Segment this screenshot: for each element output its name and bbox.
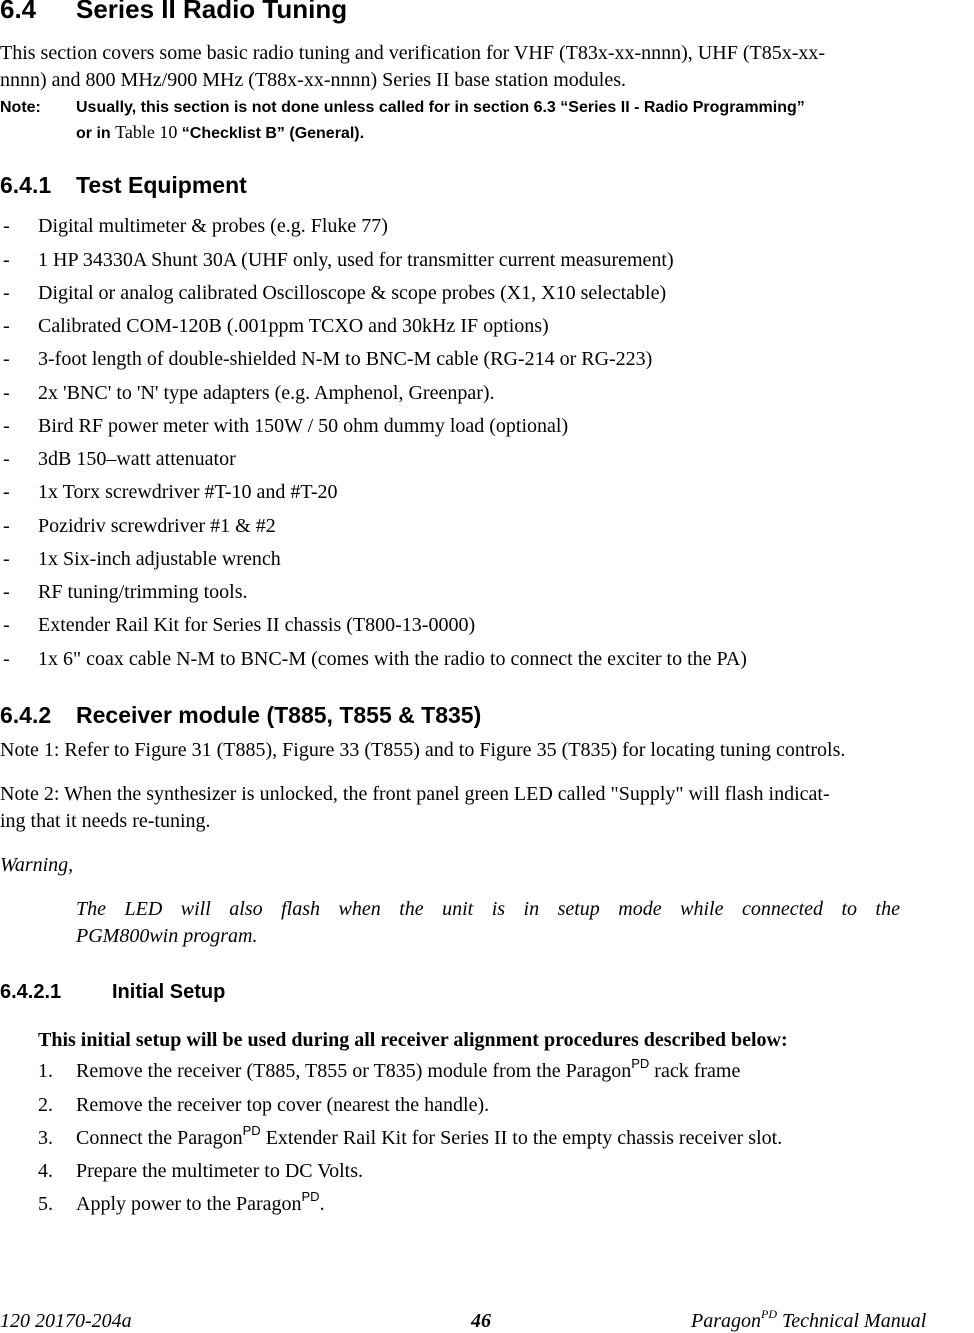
list-bullet: - [3,348,10,370]
list-bullet: - [3,315,10,337]
test-equipment-heading: 6.4.1 Test Equipment [0,172,247,198]
warning-word: LED [124,898,163,920]
receiver-note-2-line-2: ing that it needs re-tuning. [0,810,211,832]
warning-word: while [680,898,724,920]
step-number: 2. [38,1094,53,1116]
section-heading [0,0,347,25]
step-text: Remove the receiver (T885, T855 or T835) module from the Paragon$^{PD}$ rack frame [76,1056,741,1082]
trademark-superscript: PD [301,1189,320,1204]
initial-setup-lead: This initial setup will be used during all receiver alignment procedures described below: [38,1029,788,1051]
equipment-item-text: 1x 6" coax cable N-M to BNC-M (comes with the radio to connect the exciter to the PA) [38,648,747,670]
trademark-superscript: PD [631,1056,650,1071]
warning-word: the [399,898,424,920]
warning-line-1 [76,896,900,923]
equipment-item-text: 2x 'BNC' to 'N' type adapters (e.g. Amphenol, Greenpar). [38,382,495,404]
equipment-item-text: Pozidriv screwdriver #1 & #2 [38,515,276,537]
warning-line-2: PGM800win program. [76,925,258,947]
equipment-item-text: Extender Rail Kit for Series II chassis (T800-13-0000) [38,614,476,636]
equipment-item-text: Digital multimeter & probes (e.g. Fluke 77) [38,215,388,237]
warning-word: setup [557,898,600,920]
intro-line-2: nnnn) and 800 MHz/900 MHz (T88x-xx-nnnn) Series II base station modules. [0,69,626,91]
receiver-note-1: Note 1: Refer to Figure 31 (T885), Figure 33 (T855) and to Figure 35 (T835) for locating tuning controls. [0,739,846,761]
footer-page-number: 46 [471,1310,491,1332]
warning-word: unit [442,898,474,920]
table-reference: Table 10 [115,122,178,142]
list-bullet: - [3,648,10,670]
equipment-item-text: 1x Torx screwdriver #T-10 and #T-20 [38,481,338,503]
list-bullet: - [3,249,10,271]
list-bullet: - [3,614,10,636]
equipment-item-text: Digital or analog calibrated Oscilloscope & scope probes (X1, X10 selectable) [38,282,667,304]
warning-word: to [841,898,858,920]
step-number: 5. [38,1193,53,1215]
warning-word: also [229,898,263,920]
equipment-item-text: Calibrated COM-120B (.001ppm TCXO and 30kHz IF options) [38,315,549,337]
list-bullet: - [3,282,10,304]
list-bullet: - [3,382,10,404]
warning-word: in [523,898,540,920]
step-text: Apply power to the Paragon$^{PD}$. [76,1189,325,1215]
intro-line-1: This section covers some basic radio tuning and verification for VHF (T83x-xx-nnnn), UHF (T85x-xx- [0,42,826,64]
warning-word: when [338,898,381,920]
warning-word: mode [618,898,662,920]
step-number: 4. [38,1160,53,1182]
footer-doc-number: 120 20170-204a [0,1310,132,1332]
warning-word: is [491,898,506,920]
note-line-2: or in Table 10 “Checklist B” (General). [76,122,365,142]
list-bullet: - [3,448,10,470]
receiver-note-2-line-1: Note 2: When the synthesizer is unlocked, the front panel green LED called "Supply" will flash indicat- [0,783,830,805]
equipment-item-text: 1x Six-inch adjustable wrench [38,548,281,570]
list-bullet: - [3,581,10,603]
list-bullet: - [3,548,10,570]
equipment-item-text: Bird RF power meter with 150W / 50 ohm dummy load (optional) [38,415,569,437]
equipment-item-text: 3-foot length of double-shielded N-M to BNC-M cable (RG-214 or RG-223) [38,348,653,370]
list-bullet: - [3,515,10,537]
step-text: Remove the receiver top cover (nearest the handle). [76,1094,490,1116]
receiver-heading: 6.4.2 Receiver module (T885, T855 & T835) [0,702,482,728]
list-bullet: - [3,415,10,437]
section-number: 6.4 [0,0,37,24]
warning-label: Warning, [0,854,74,876]
equipment-item-text: RF tuning/trimming tools. [38,581,248,603]
step-number: 1. [38,1060,53,1082]
warning-word: will [180,898,211,920]
equipment-item-text: 3dB 150–watt attenuator [38,448,236,470]
section-title: Series II Radio Tuning [76,0,348,24]
step-text: Connect the Paragon$^{PD}$ Extender Rail Kit for Series II to the empty chassis receiver slot. [76,1123,783,1149]
trademark-superscript: PD [242,1123,261,1138]
step-number: 3. [38,1127,53,1149]
warning-word: flash [281,898,320,920]
footer-manual-title: Paragon$^{PD}$ Technical Manual [691,1307,927,1332]
equipment-item-text: 1 HP 34330A Shunt 30A (UHF only, used for transmitter current measurement) [38,249,674,271]
note-label: Note: [0,99,41,116]
step-text: Prepare the multimeter to DC Volts. [76,1160,364,1182]
warning-word: connected [741,898,824,920]
warning-word: the [875,898,900,920]
initial-setup-heading: 6.4.2.1 Initial Setup [0,981,226,1003]
warning-word: The [76,898,106,920]
list-bullet: - [3,215,10,237]
note-line-1: Usually, this section is not done unless called for in section 6.3 “Series II - Radio Programming” [76,99,805,116]
list-bullet: - [3,481,10,503]
